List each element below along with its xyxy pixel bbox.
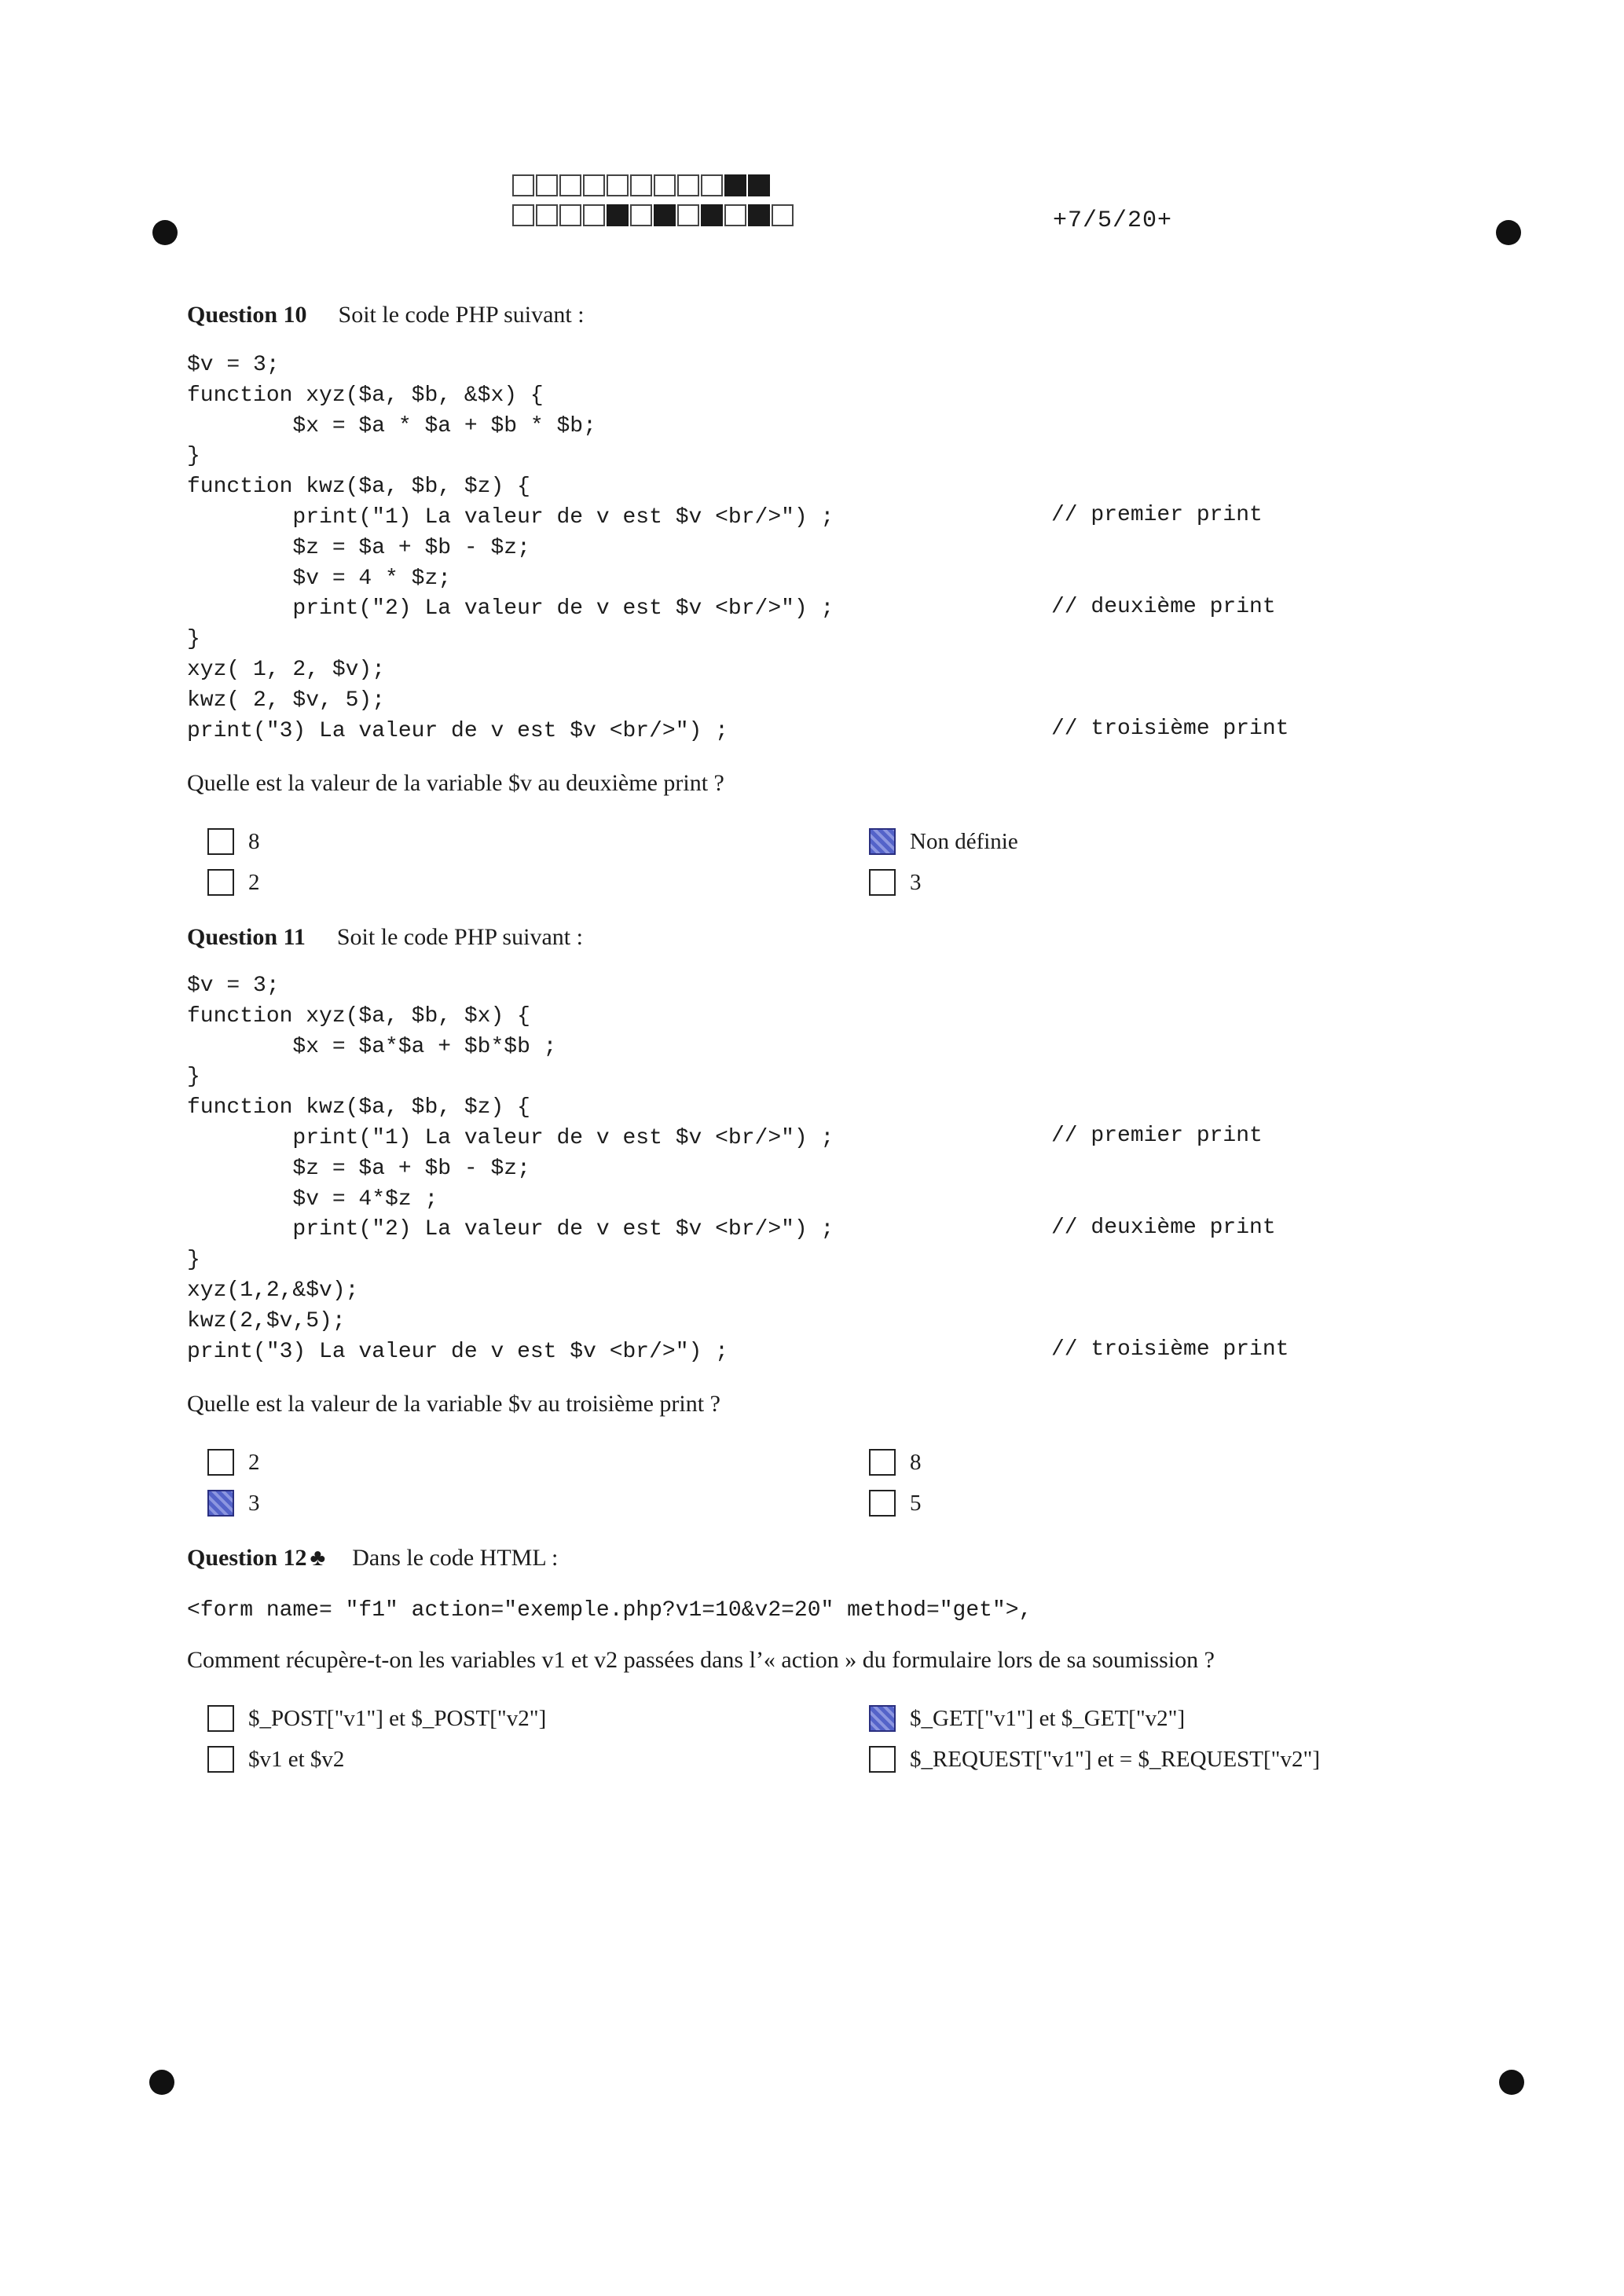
- code-line: print("2) La valeur de v est $v <br/>") ;: [187, 596, 834, 622]
- answer-option[interactable]: [207, 1490, 260, 1517]
- code-bit-box: [536, 174, 558, 196]
- code-line: $v = 4*$z ;: [187, 1187, 438, 1212]
- code-bit-box: [654, 204, 676, 226]
- question-12-heading: [187, 1545, 558, 1572]
- code-line: $v = 4 * $z;: [187, 566, 452, 591]
- answer-checkbox[interactable]: [207, 1449, 234, 1476]
- question-10-code: [187, 350, 834, 746]
- code-line: xyz(1,2,&$v);: [187, 1278, 359, 1303]
- code-comment-second: // deuxième print: [1051, 595, 1276, 619]
- answer-checkbox[interactable]: [207, 828, 234, 855]
- question-10-heading: [187, 302, 585, 328]
- code-line: kwz( 2, $v, 5);: [187, 688, 386, 713]
- question-label: Question 11: [187, 924, 306, 950]
- answer-option[interactable]: [869, 1746, 1320, 1773]
- code-line: function xyz($a, $b, $x) {: [187, 1003, 530, 1029]
- answer-option[interactable]: [869, 828, 1018, 855]
- code-comment-third: // troisième print: [1051, 717, 1289, 741]
- html-form-code: <form name= "f1" action="exemple.php?v1=10&v2=20" method="get">,: [187, 1598, 1032, 1623]
- answer-label: 2: [248, 1449, 260, 1475]
- code-line: function kwz($a, $b, $z) {: [187, 1095, 530, 1120]
- code-comment-first: // premier print: [1051, 503, 1263, 527]
- question-intro: Soit le code PHP suivant :: [336, 924, 583, 950]
- answer-checkbox[interactable]: [869, 869, 896, 896]
- code-bit-box: [724, 204, 746, 226]
- answer-checkbox[interactable]: [869, 1449, 896, 1476]
- code-comment-first: // premier print: [1051, 1124, 1263, 1148]
- answer-label: $_GET["v1"] et $_GET["v2"]: [910, 1705, 1186, 1731]
- code-bit-box: [772, 204, 794, 226]
- answer-label: Non définie: [910, 828, 1018, 854]
- code-line: $z = $a + $b - $z;: [187, 535, 530, 560]
- answer-checkbox[interactable]: [207, 1746, 234, 1773]
- answer-option[interactable]: [207, 1746, 344, 1773]
- code-line: print("1) La valeur de v est $v <br/>") ;: [187, 504, 834, 530]
- answer-option[interactable]: [207, 1705, 546, 1732]
- answer-option[interactable]: [869, 1449, 922, 1476]
- club-icon: ♣: [310, 1545, 326, 1571]
- code-bit-box: [630, 174, 652, 196]
- binary-code-row-2: [512, 204, 795, 226]
- question-11-heading: [187, 924, 583, 951]
- code-line: $x = $a * $a + $b * $b;: [187, 413, 596, 438]
- code-line: xyz( 1, 2, $v);: [187, 657, 386, 682]
- code-bit-box: [607, 204, 629, 226]
- question-intro: Dans le code HTML :: [352, 1545, 559, 1571]
- code-line: kwz(2,$v,5);: [187, 1308, 346, 1333]
- answer-option[interactable]: [869, 869, 922, 896]
- answer-label: 8: [248, 828, 260, 854]
- question-10-prompt: Quelle est la valeur de la variable $v au deuxième print ?: [187, 770, 724, 796]
- code-bit-box: [654, 174, 676, 196]
- answer-option[interactable]: [207, 869, 260, 896]
- question-11-code: [187, 971, 834, 1367]
- code-line: }: [187, 627, 200, 652]
- code-line: }: [187, 444, 200, 469]
- answer-label: 3: [248, 1490, 260, 1516]
- code-line: print("2) La valeur de v est $v <br/>") ;: [187, 1217, 834, 1242]
- answer-checkbox[interactable]: [869, 828, 896, 855]
- question-label: Question 12: [187, 1545, 307, 1571]
- code-bit-box: [701, 204, 723, 226]
- answer-label: 2: [248, 869, 260, 895]
- code-bit-box: [583, 174, 605, 196]
- code-line: $z = $a + $b - $z;: [187, 1156, 530, 1181]
- code-bit-box: [677, 204, 699, 226]
- registration-mark-bottom-left: [149, 2070, 174, 2095]
- code-bit-box: [630, 204, 652, 226]
- registration-mark-bottom-right: [1499, 2070, 1524, 2095]
- answer-checkbox[interactable]: [207, 1705, 234, 1732]
- answer-option[interactable]: [207, 1449, 260, 1476]
- answer-checkbox[interactable]: [869, 1746, 896, 1773]
- answer-checkbox[interactable]: [869, 1705, 896, 1732]
- answer-option[interactable]: [869, 1490, 922, 1517]
- code-bit-box: [536, 204, 558, 226]
- registration-mark-top-left: [152, 220, 178, 245]
- code-line: print("3) La valeur de v est $v <br/>") ;: [187, 718, 728, 743]
- code-bit-box: [512, 204, 534, 226]
- question-intro: Soit le code PHP suivant :: [338, 302, 585, 328]
- code-bit-box: [748, 174, 770, 196]
- code-line: function kwz($a, $b, $z) {: [187, 475, 530, 500]
- code-bit-box: [512, 174, 534, 196]
- code-bit-box: [607, 174, 629, 196]
- answer-label: 5: [910, 1490, 922, 1516]
- binary-code-row-1: [512, 174, 772, 196]
- code-line: $x = $a*$a + $b*$b ;: [187, 1034, 557, 1059]
- code-line: $v = 3;: [187, 974, 280, 998]
- answer-label: $v1 et $v2: [248, 1746, 345, 1772]
- code-bit-box: [677, 174, 699, 196]
- question-label: Question 10: [187, 302, 307, 328]
- code-line: print("1) La valeur de v est $v <br/>") ;: [187, 1125, 834, 1150]
- code-line: print("3) La valeur de v est $v <br/>") ;: [187, 1339, 728, 1364]
- question-12-prompt: Comment récupère-t-on les variables v1 et v2 passées dans l’« action » du formulaire lors de sa soumission ?: [187, 1647, 1215, 1673]
- code-line: $v = 3;: [187, 353, 280, 377]
- answer-checkbox[interactable]: [207, 869, 234, 896]
- code-comment-third: // troisième print: [1051, 1337, 1289, 1362]
- answer-checkbox[interactable]: [207, 1490, 234, 1517]
- answer-option[interactable]: [869, 1705, 1185, 1732]
- code-bit-box: [748, 204, 770, 226]
- answer-option[interactable]: [207, 828, 260, 855]
- question-11-prompt: Quelle est la valeur de la variable $v au troisième print ?: [187, 1391, 720, 1417]
- answer-label: 8: [910, 1449, 922, 1475]
- code-bit-box: [559, 174, 581, 196]
- code-line: }: [187, 1065, 200, 1090]
- code-line: }: [187, 1248, 200, 1273]
- answer-checkbox[interactable]: [869, 1490, 896, 1517]
- code-comment-second: // deuxième print: [1051, 1216, 1276, 1240]
- code-bit-box: [724, 174, 746, 196]
- code-bit-box: [701, 174, 723, 196]
- code-bit-box: [559, 204, 581, 226]
- answer-label: 3: [910, 869, 922, 895]
- page-id: +7/5/20+: [1053, 207, 1173, 234]
- code-line: function xyz($a, $b, &$x) {: [187, 383, 544, 408]
- code-bit-box: [583, 204, 605, 226]
- answer-label: $_REQUEST["v1"] et = $_REQUEST["v2"]: [910, 1746, 1321, 1772]
- registration-mark-top-right: [1496, 220, 1521, 245]
- answer-label: $_POST["v1"] et $_POST["v2"]: [248, 1705, 547, 1731]
